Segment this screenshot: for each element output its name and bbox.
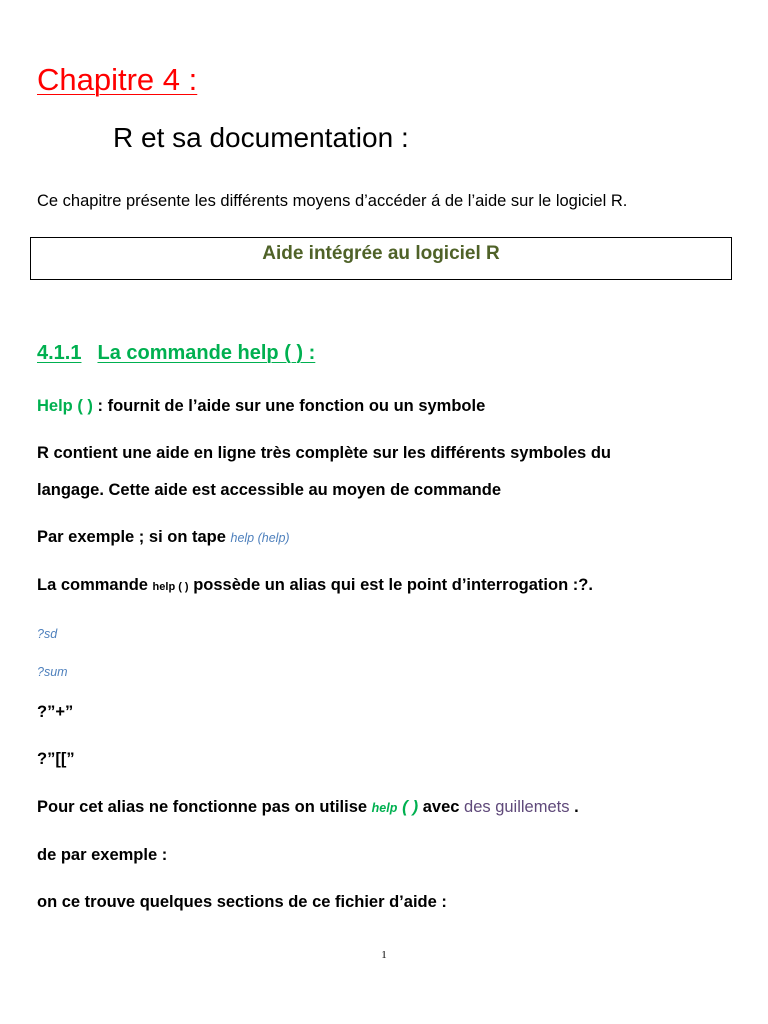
alias-example-sd-code: ?sd — [37, 627, 58, 641]
alias-example-sum — [37, 662, 68, 681]
quotes-parens: ( ) — [397, 797, 419, 816]
quotes-end: . — [569, 798, 579, 816]
quotes-prefix: Pour cet alias ne fonctionne pas on utilise — [37, 798, 372, 816]
alias-line — [37, 576, 593, 595]
help-definition — [37, 397, 485, 416]
alias-prefix: La commande — [37, 576, 153, 594]
alias-code: help ( ) — [152, 581, 189, 593]
quotes-mid: avec — [418, 798, 465, 816]
intro-paragraph: Ce chapitre présente les différents moyens d’accéder á de l’aide sur le logiciel R. — [37, 192, 628, 210]
alias-example-sd — [37, 624, 57, 643]
page-number: 1 — [381, 949, 387, 961]
de-par-exemple: de par exemple : — [37, 846, 168, 864]
boxed-heading — [30, 237, 732, 280]
help-definition-text: : fournit de l’aide sur une fonction ou un symbole — [92, 397, 486, 415]
section-title: La commande help ( ) : — [97, 342, 316, 364]
example-prefix: Par exemple ; si on tape — [37, 528, 231, 546]
quotes-line — [37, 797, 579, 817]
example-line — [37, 528, 290, 547]
section-number: 4.1.1 — [37, 342, 82, 364]
help-keyword: Help ( ) — [37, 397, 93, 415]
boxed-heading-title: Aide intégrée au logiciel R — [262, 243, 500, 264]
online-help-line-2: langage. Cette aide est accessible au moyen de commande — [37, 481, 502, 499]
quotes-help: help — [371, 801, 398, 815]
quotes-highlight: des guillemets — [464, 798, 570, 816]
chapter-title: Chapitre 4 : — [37, 62, 198, 97]
sections-line: on ce trouve quelques sections de ce fichier d’aide : — [37, 893, 447, 911]
alias-example-plus: ?”+” — [37, 703, 74, 721]
alias-example-brackets: ?”[[” — [37, 750, 75, 768]
online-help-line-1: R contient une aide en ligne très complète sur les différents symboles du — [37, 444, 611, 462]
alias-example-sum-code: ?sum — [37, 665, 68, 679]
chapter-subtitle: R et sa documentation : — [113, 122, 409, 153]
section-heading — [37, 342, 315, 365]
alias-suffix: possède un alias qui est le point d’interrogation :?. — [188, 576, 593, 594]
example-code: help (help) — [230, 531, 290, 545]
